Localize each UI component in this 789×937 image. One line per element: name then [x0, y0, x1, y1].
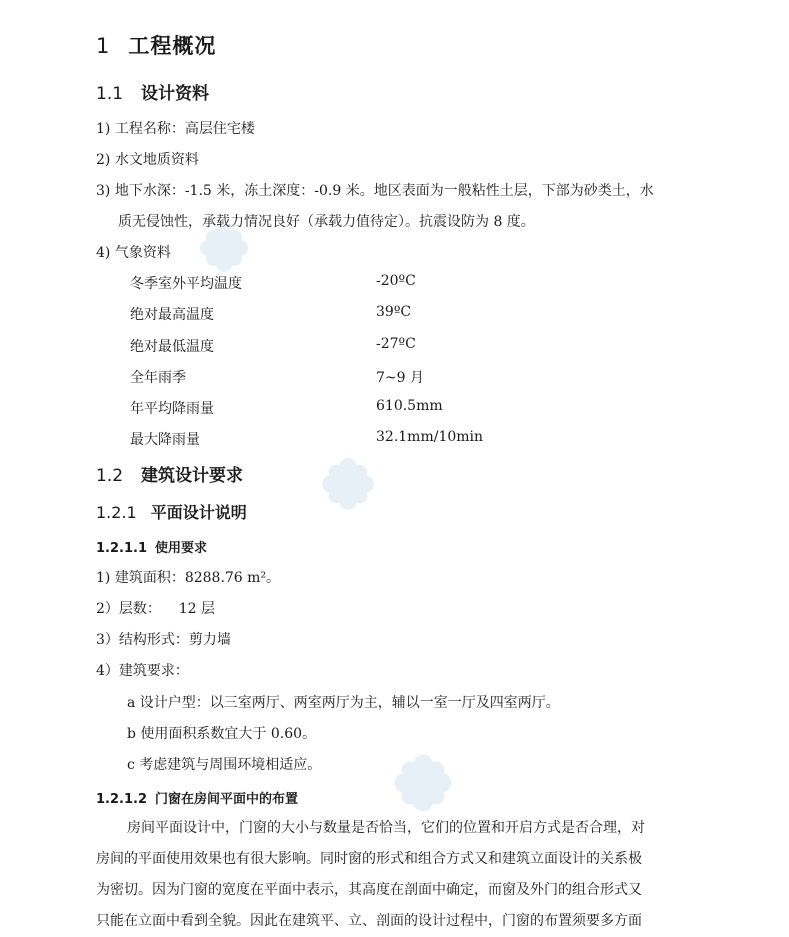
- item-3-line-2: 质无侵蚀性，承载力情况良好（承载力值待定）。抗震设防为 8 度。: [118, 214, 535, 230]
- paragraph-line-2: 房间的平面使用效果也有很大影响。同时窗的形式和组合方式又和建筑立面设计的关系极: [96, 851, 642, 867]
- requirement-3: 3）结构形式：剪力墙: [96, 632, 231, 648]
- heading-1-text: 工程概况: [128, 34, 217, 58]
- watermark-flower-icon: [392, 752, 454, 814]
- heading-1: [96, 30, 216, 60]
- heading-1-2-1-text: 平面设计说明: [150, 503, 247, 522]
- item-3-line-1: 3) 地下水深：-1.5 米，冻土深度：-0.9 米。地区表面为一般粘性土层，下部为砂类土，水: [96, 183, 654, 199]
- heading-1-number: 1: [96, 34, 111, 58]
- heading-1-2-1-1-number: 1.2.1.1: [96, 541, 147, 556]
- climate-value: 32.1mm/10min: [376, 429, 484, 445]
- climate-label: 绝对最低温度: [130, 339, 214, 355]
- heading-1-1: [96, 79, 209, 104]
- paragraph-line-3: 为密切。因为门窗的宽度在平面中表示，其高度在剖面中确定，而窗及外门的组合形式又: [96, 882, 642, 898]
- heading-1-2-text: 建筑设计要求: [141, 466, 244, 486]
- requirement-4a: a 设计户型：以三室两厅、两室两厅为主，辅以一室一厅及四室两厅。: [127, 695, 560, 711]
- heading-1-2-1-1-text: 使用要求: [155, 541, 208, 556]
- climate-value: -20ºC: [376, 273, 416, 289]
- item-1: 1) 工程名称：高层住宅楼: [96, 121, 255, 137]
- heading-1-2-1-2-number: 1.2.1.2: [96, 792, 147, 807]
- climate-value: -27ºC: [376, 336, 416, 352]
- climate-label: 绝对最高温度: [130, 307, 214, 323]
- heading-1-2-1-2-text: 门窗在房间平面中的布置: [155, 792, 299, 807]
- heading-1-2: [96, 461, 243, 486]
- climate-label: 年平均降雨量: [130, 401, 214, 417]
- paragraph-line-1: 房间平面设计中，门窗的大小与数量是否恰当，它们的位置和开启方式是否合理，对: [127, 820, 645, 836]
- heading-1-2-1: [96, 500, 247, 523]
- climate-label: 冬季室外平均温度: [130, 276, 242, 292]
- climate-label: 最大降雨量: [130, 432, 200, 448]
- watermark-flower-icon: [320, 456, 376, 512]
- heading-1-2-number: 1.2: [96, 466, 124, 486]
- requirement-4b: b 使用面积系数宜大于 0.60。: [127, 726, 317, 742]
- item-4: 4) 气象资料: [96, 245, 171, 261]
- climate-value: 610.5mm: [376, 398, 443, 414]
- paragraph-line-4: 只能在立面中看到全貌。因此在建筑平、立、剖面的设计过程中，门窗的布置须要多方面: [96, 913, 642, 929]
- heading-1-2-1-number: 1.2.1: [96, 503, 137, 522]
- heading-1-2-1-1: [96, 537, 207, 556]
- heading-1-1-number: 1.1: [96, 84, 124, 104]
- heading-1-1-text: 设计资料: [141, 84, 210, 104]
- climate-value: 7~9 月: [376, 370, 424, 386]
- requirement-2: 2）层数： 12 层: [96, 601, 215, 617]
- item-2: 2) 水文地质资料: [96, 152, 199, 168]
- climate-value: 39ºC: [376, 304, 412, 320]
- requirement-4: 4）建筑要求：: [96, 663, 189, 679]
- heading-1-2-1-2: [96, 788, 298, 807]
- requirement-4c: c 考虑建筑与周围环境相适应。: [127, 757, 322, 773]
- requirement-1: 1) 建筑面积：8288.76 m²。: [96, 570, 281, 586]
- climate-label: 全年雨季: [130, 370, 186, 386]
